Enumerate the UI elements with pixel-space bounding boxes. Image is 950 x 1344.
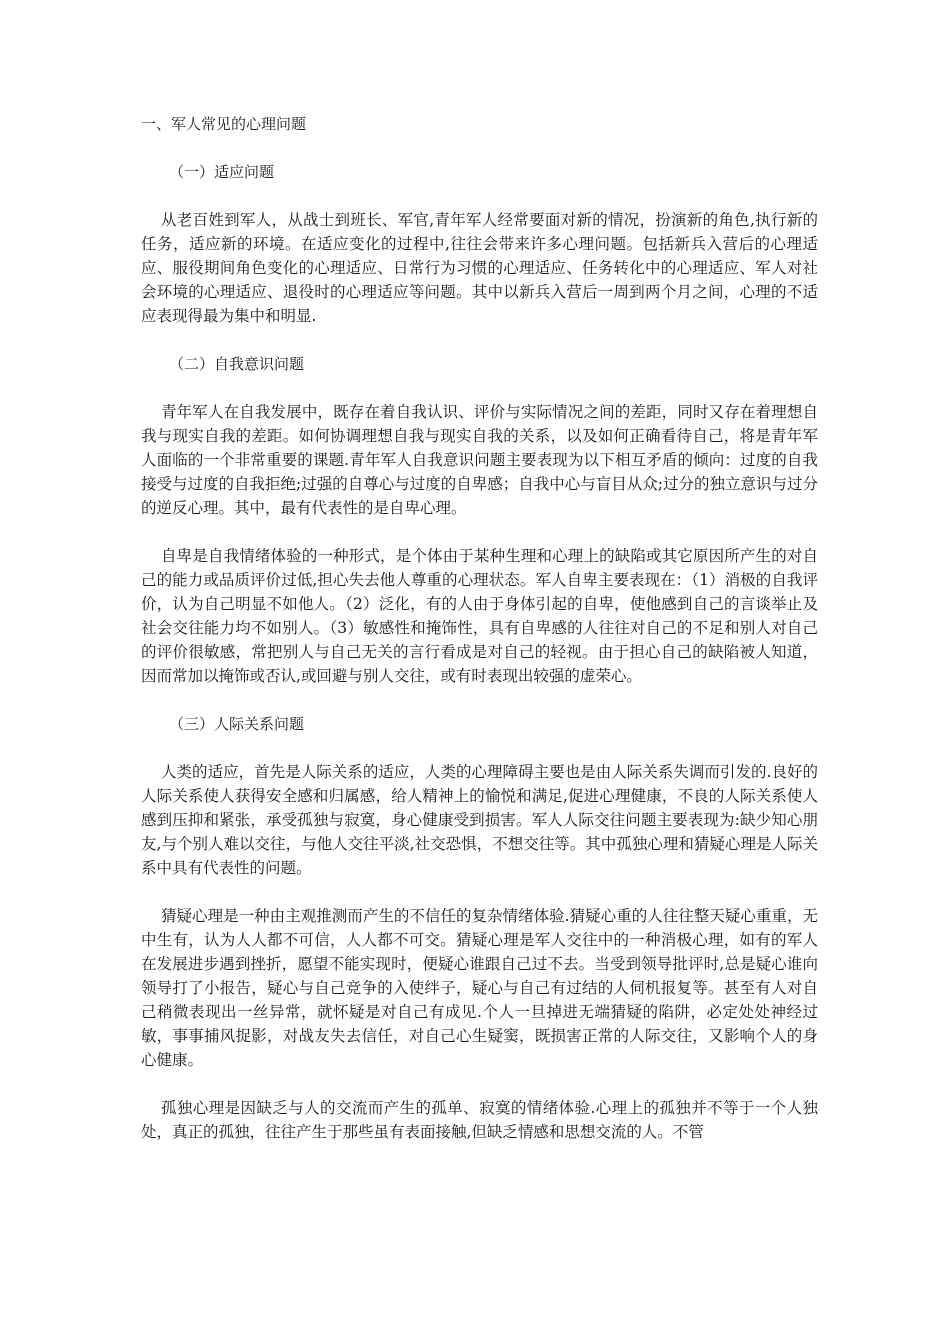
section-title: 一、军人常见的心理问题: [141, 115, 307, 133]
subsection-title-adaptation: （一）适应问题: [169, 163, 275, 181]
paragraph-relationships: 人类的适应，首先是人际关系的适应，人类的心理障碍主要也是由人际关系失调而引发的.良好的人际关系使人获得安全感和归属感，给人精神上的愉悦和满足,促进心理健康，不良的人际关系使人感到压抑和紧张，承受孤独与寂寞，身心健康受到损害。军人人际交往问题主要表现为:缺少知心朋友,与个别人难以交往，与他人交往平淡,社交恐惧，不想交往等。其中孤独心理和猜疑心理是人际关系中具有代表性的问题。: [141, 763, 818, 877]
paragraph-inferiority: 自卑是自我情绪体验的一种形式，是个体由于某种生理和心理上的缺陷或其它原因所产生的对自己的能力或品质评价过低,担心失去他人尊重的心理状态。军人自卑主要表现在：（1）消极的自我评价，认为自己明显不如他人。（2）泛化，有的人由于身体引起的自卑，使他感到自己的言谈举止及社会交往能力均不如别人。（3）敏感性和掩饰性，具有自卑感的人往往对自己的不足和别人对自己的评价很敏感，常把别人与自己无关的言行看成是对自己的轻视。由于担心自己的缺陷被人知道，因而常加以掩饰或否认,或回避与别人交往，或有时表现出较强的虚荣心。: [141, 547, 818, 685]
paragraph-self-awareness: 青年军人在自我发展中，既存在着自我认识、评价与实际情况之间的差距，同时又存在着理想自我与现实自我的差距。如何协调理想自我与现实自我的关系，以及如何正确看待自己，将是青年军人面临的一个非常重要的课题.青年军人自我意识问题主要表现为以下相互矛盾的倾向：过度的自我接受与过度的自我拒绝;过强的自尊心与过度的自卑感；自我中心与盲目从众;过分的独立意识与过分的逆反心理。其中，最有代表性的是自卑心理。: [141, 403, 818, 517]
subsection-title-relationships: （三）人际关系问题: [169, 715, 305, 733]
subsection-title-self-awareness: （二）自我意识问题: [169, 355, 305, 373]
document-body: [141, 112, 818, 1144]
paragraph-loneliness: 孤独心理是因缺乏与人的交流而产生的孤单、寂寞的情绪体验.心理上的孤独并不等于一个人独处，真正的孤独，往往产生于那些虽有表面接触,但缺乏情感和思想交流的人。不管: [141, 1099, 818, 1141]
paragraph-suspicion: 猜疑心理是一种由主观推测而产生的不信任的复杂情绪体验.猜疑心重的人往往整天疑心重重，无中生有，认为人人都不可信，人人都不可交。猜疑心理是军人交往中的一种消极心理，如有的军人在发展进步遇到挫折，愿望不能实现时，便疑心谁跟自己过不去。当受到领导批评时,总是疑心谁向领导打了小报告，疑心与自己竞争的入使绊子，疑心与自己有过结的人伺机报复等。甚至有人对自己稍微表现出一丝异常，就怀疑是对自己有成见.个人一旦掉进无端猜疑的陷阱，必定处处神经过敏，事事捕风捉影，对战友失去信任，对自己心生疑窦，既损害正常的人际交往，又影响个人的身心健康。: [141, 907, 818, 1069]
paragraph-adaptation: 从老百姓到军人，从战士到班长、军官,青年军人经常要面对新的情况，扮演新的角色,执行新的任务，适应新的环境。在适应变化的过程中,往往会带来许多心理问题。包括新兵入营后的心理适应、服役期间角色变化的心理适应、日常行为习惯的心理适应、任务转化中的心理适应、军人对社会环境的心理适应、退役时的心理适应等问题。其中以新兵入营后一周到两个月之间，心理的不适应表现得最为集中和明显.: [141, 211, 818, 325]
